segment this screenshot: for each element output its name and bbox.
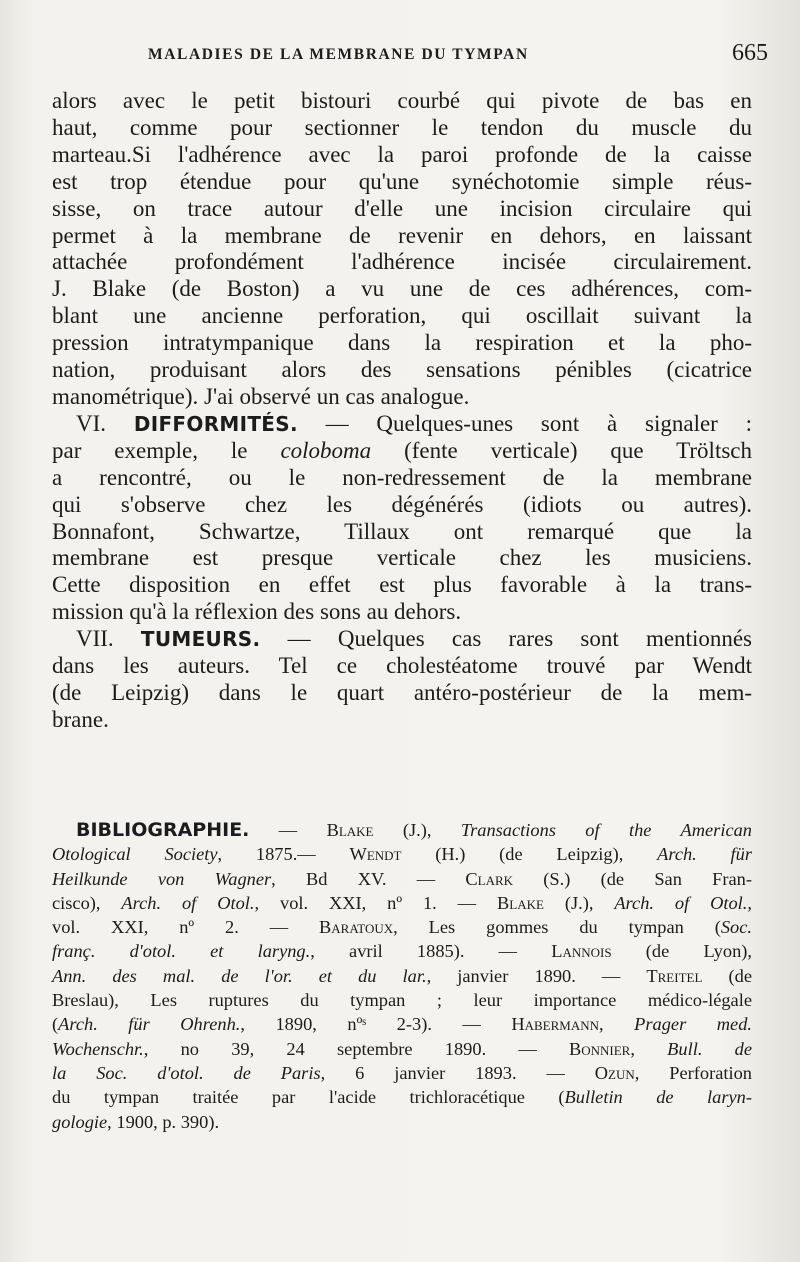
text-fragment: (fente verticale) que Tröltsch — [371, 437, 752, 463]
text-line: marteau.Si l'adhérence avec la paroi profonde de la caisse — [52, 141, 752, 167]
section-vi-heading: DIFFORMITÉS. — [133, 411, 298, 436]
text-line: permet à la membrane de revenir en dehors, en laissant — [52, 222, 752, 248]
text-fragment: , — [630, 1038, 668, 1059]
text-line: blant une ancienne perforation, qui oscillait suivant la — [52, 303, 752, 329]
journal-title: Bull. de — [667, 1038, 752, 1059]
text-fragment: , avril 1885). — — [310, 941, 552, 962]
section-vii-line1: — Quelques cas rares sont mentionnés — [260, 626, 752, 652]
biblio-line: cisco), Arch. of Otol., vol. XXI, nº 1. — Blake (J.), Arch. of Otol., — [52, 892, 753, 913]
text-fragment: , vol. XXI, nº 1. — — [254, 892, 497, 913]
biblio-line — [52, 1110, 752, 1134]
journal-title: Arch. of Otol. — [121, 892, 255, 913]
journal-title: franç. d'otol. et laryng. — [52, 941, 311, 962]
author-name: Habermann — [511, 1014, 600, 1035]
text-line: alors avec le petit bistouri courbé qui pivote de bas en — [52, 88, 752, 113]
text-fragment: , 1890, nºˢ 2-3). — — [240, 1014, 512, 1035]
text-fragment: du tympan traitée par l'acide trichloracétique ( — [52, 1087, 565, 1108]
journal-title: Ann. des mal. de l'or. et du lar. — [52, 965, 427, 986]
journal-title: Arch. für — [657, 844, 753, 865]
text-fragment: cisco), — [52, 892, 122, 913]
author-name: Blake — [326, 820, 374, 840]
biblio-line — [52, 939, 752, 963]
text-line: a rencontré, ou le non-redressement de la membrane — [52, 464, 752, 490]
journal-title: Otological Society — [52, 844, 218, 865]
text-line: J. Blake (de Boston) a vu une de ces adhérences, com- — [52, 276, 752, 302]
journal-title: Prager med. — [634, 1014, 752, 1035]
author-name: Baratoux — [319, 917, 394, 938]
journal-title: Arch. für Ohrenh. — [58, 1014, 241, 1035]
text-fragment: , 6 janvier 1893. — — [320, 1062, 595, 1083]
author-name: Ozun — [594, 1062, 635, 1083]
author-name: Treitel — [646, 965, 703, 986]
text-line: (de Leipzig) dans le quart antéro-postérieur de la mem- — [52, 679, 752, 705]
text-line: membrane est presque verticale chez les musiciens. — [52, 545, 752, 571]
text-fragment: , Les gommes du tympan ( — [393, 917, 721, 938]
text-fragment: , — [599, 1014, 635, 1035]
text-fragment: (S.) (de San Fran- — [513, 868, 752, 889]
journal-title: Arch. of Otol. — [614, 892, 748, 913]
text-line: manométrique). J'ai observé un cas analogue. — [52, 383, 470, 409]
text-line: sisse, on trace autour d'elle une incision circulaire qui — [52, 195, 752, 221]
text-line: mission qu'à la réflexion des sons au dehors. — [52, 599, 462, 625]
section-vii-number: VII. — [76, 626, 114, 652]
author-name: Blake — [496, 892, 544, 913]
text-fragment: — — [249, 820, 327, 840]
section-vi-line1: — Quelques-unes sont à signaler : — [297, 410, 753, 436]
text-line: brane. — [52, 706, 109, 732]
journal-title: Soc. — [720, 917, 752, 938]
section-vii-heading-line — [52, 626, 752, 653]
text-fragment: , 1900, p. 390). — [107, 1111, 220, 1132]
section-vi-heading-line — [52, 411, 752, 438]
section-vi-number: VI. — [76, 410, 107, 436]
text-line: est trop étendue pour qu'une synéchotomie simple réus- — [52, 168, 752, 194]
biblio-line — [52, 1012, 752, 1036]
journal-title: Heilkunde von Wagner — [52, 868, 272, 889]
biblio-line — [52, 1037, 752, 1061]
text-line: dans les auteurs. Tel ce cholestéatome trouvé par Wendt — [52, 653, 752, 679]
biblio-line — [52, 867, 752, 891]
author-name: Lannois — [551, 941, 612, 962]
text-line: haut, comme pour sectionner le tendon du muscle du — [52, 114, 752, 140]
text-line: Bonnafont, Schwartze, Tillaux ont remarqué que la — [52, 518, 752, 544]
section-vii-heading: TUMEURS. — [140, 627, 261, 652]
text-line: nation, produisant alors des sensations pénibles (cicatrice — [52, 357, 752, 383]
biblio-line — [52, 964, 752, 988]
text-fragment: par exemple, le — [52, 437, 281, 463]
coloboma-term: coloboma — [280, 437, 372, 463]
text-fragment: (de Lyon), — [611, 941, 752, 962]
biblio-line — [52, 842, 752, 866]
page-header — [148, 40, 768, 74]
journal-title: Wochenschr. — [52, 1038, 144, 1059]
text-fragment: ( — [52, 1014, 59, 1035]
biblio-line — [52, 915, 752, 939]
biblio-line: Breslau), Les ruptures du tympan ; leur importance médico-légale — [52, 990, 752, 1011]
text-fragment: , 1875.— — [217, 844, 350, 865]
text-line: qui s'observe chez les dégénérés (idiots ou autres). — [52, 491, 752, 517]
biblio-line — [52, 1085, 752, 1109]
text-line: attachée profondément l'adhérence incisée circulairement. — [52, 249, 752, 275]
text-fragment: (J.), — [373, 820, 461, 840]
text-fragment: , janvier 1890. — — [426, 965, 647, 986]
journal-title: Transactions of the American — [460, 820, 753, 840]
author-name: Bonnier — [568, 1038, 631, 1059]
bibliography — [52, 818, 752, 1134]
journal-title: Bulletin de laryn- — [564, 1087, 752, 1108]
body-text — [52, 88, 752, 734]
page-number: 665 — [732, 40, 768, 66]
author-name: Wendt — [349, 844, 402, 865]
bibliography-heading: BIBLIOGRAPHIE. — [76, 819, 250, 841]
text-fragment: (de — [702, 965, 752, 986]
biblio-line — [52, 1061, 752, 1085]
author-name: Clark — [465, 868, 514, 889]
text-line: pression intratympanique dans la respiration et la pho- — [52, 330, 752, 356]
text-fragment: , Bd XV. — — [271, 868, 466, 889]
text-line: Cette disposition en effet est plus favorable à la trans- — [52, 572, 752, 598]
text-fragment: (J.), — [543, 892, 615, 913]
biblio-line — [52, 818, 752, 842]
text-fragment: vol. XXI, nº 2. — — [52, 917, 319, 938]
journal-title: la Soc. d'otol. de Paris — [52, 1062, 321, 1083]
text-line — [52, 438, 752, 465]
text-fragment: , no 39, 24 septembre 1890. — — [143, 1038, 569, 1059]
running-title: MALADIES DE LA MEMBRANE DU TYMPAN — [148, 46, 529, 63]
text-fragment: (H.) (de Leipzig), — [401, 844, 658, 865]
text-fragment: , Perforation — [634, 1062, 752, 1083]
journal-title: gologie — [52, 1111, 108, 1132]
